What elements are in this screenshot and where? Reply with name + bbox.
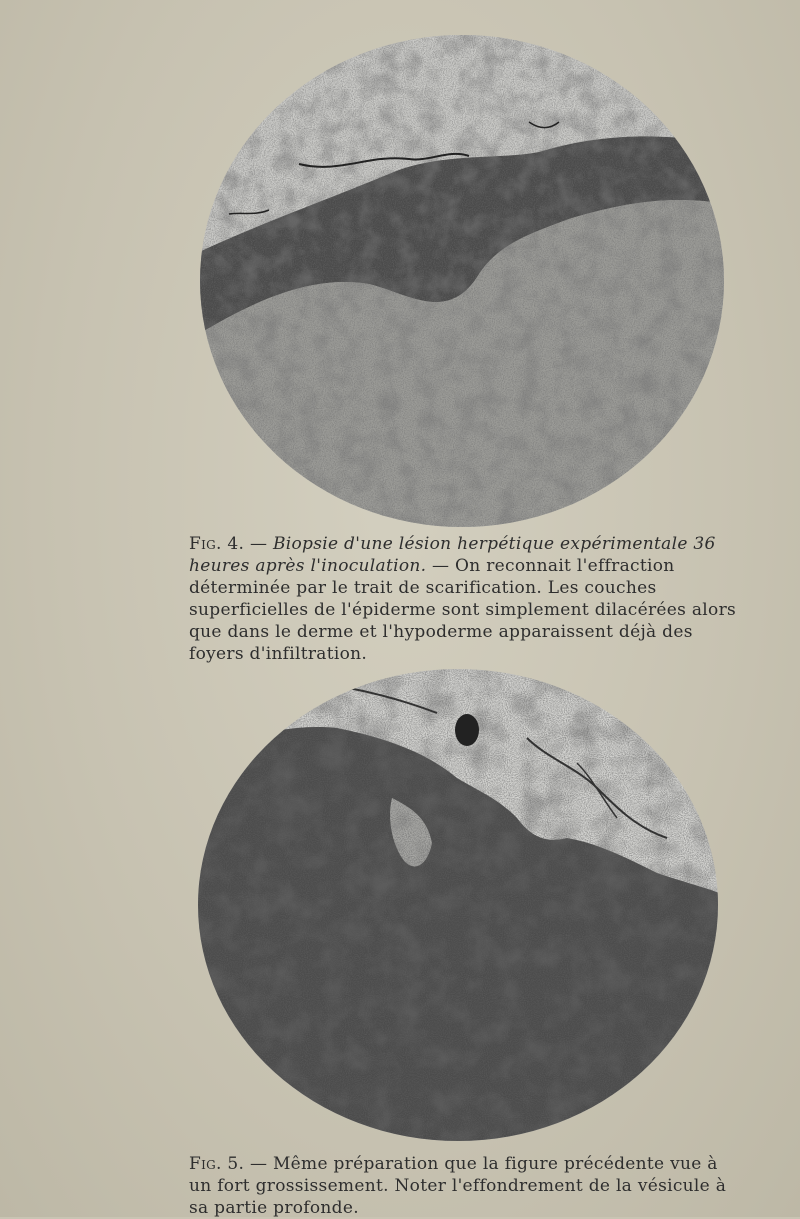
figure-5-caption [189, 1153, 737, 1219]
figure-5-dash: — [244, 1154, 273, 1174]
figure-5-micrograph [197, 668, 719, 1142]
figure-4-label: Fig. 4. [189, 534, 245, 554]
figure-4-title: Biopsie d'une lésion herpétique expérimentale 36 heures après l'inoculation. [189, 534, 716, 576]
figure-5-text: Même préparation que la figure précédente vue à un fort grossissement. Noter l'effondrement de la vésicule à sa partie profonde. [189, 1154, 727, 1218]
figure-4-micrograph [199, 34, 725, 528]
figure-5-label: Fig. 5. [189, 1154, 245, 1174]
figure-4-dash: — [244, 534, 273, 554]
figure-4-text: — On reconnait l'effraction déterminée par le trait de scarification. Les couches superficielles de l'épiderme sont simplement dilacérées alors que dans le derme et l'hypoderme apparaissent déjà des foyers d'infiltration. [189, 556, 737, 664]
figure-4-caption [189, 533, 737, 665]
